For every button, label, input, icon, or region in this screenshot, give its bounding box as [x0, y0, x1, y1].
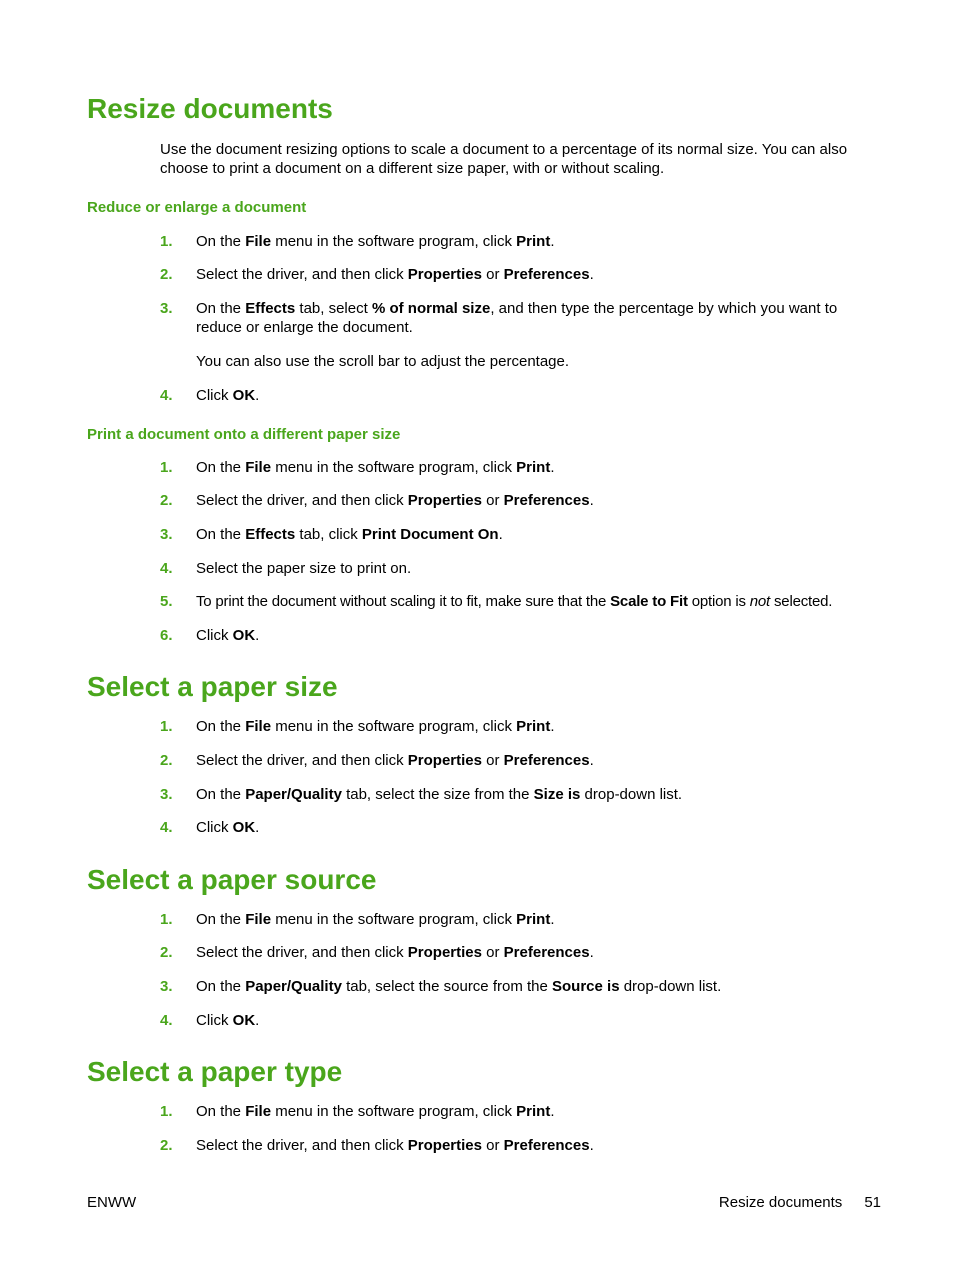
- step-text: Select the paper size to print on.: [196, 560, 412, 577]
- step-number: 2.: [160, 944, 173, 961]
- step-text: On the File menu in the software program, click Print.: [196, 911, 555, 928]
- step-number: 4.: [160, 387, 173, 404]
- page-number: 51: [864, 1194, 881, 1211]
- subheading-different-paper-size: Print a document onto a different paper size: [87, 426, 401, 443]
- step-text: Select the driver, and then click Properties or Preferences.: [196, 266, 594, 283]
- step-number: 2.: [160, 266, 173, 283]
- step-number: 3.: [160, 786, 173, 803]
- step-number: 5.: [160, 593, 173, 610]
- step-text: Select the driver, and then click Properties or Preferences.: [196, 752, 594, 769]
- heading-resize-documents: Resize documents: [87, 93, 333, 124]
- step-text: On the Effects tab, select % of normal size, and then type the percentage by which you want to reduce or enlarge the document.: [196, 300, 838, 336]
- step-text: Click OK.: [196, 387, 260, 404]
- heading-select-paper-size: Select a paper size: [87, 671, 338, 702]
- footer-section-title: Resize documents: [718, 1194, 843, 1211]
- footer-right: [719, 1193, 881, 1212]
- step-number: 3.: [160, 300, 173, 317]
- step-text: Click OK.: [196, 1012, 260, 1029]
- step-text: On the File menu in the software program, click Print.: [196, 1103, 555, 1120]
- step-number: 1.: [160, 459, 173, 476]
- step-text: Select the driver, and then click Properties or Preferences.: [196, 944, 594, 961]
- step-number: 1.: [160, 233, 173, 250]
- step-text: On the Effects tab, click Print Document On.: [196, 526, 503, 543]
- step-text: On the File menu in the software program, click Print.: [196, 233, 555, 250]
- heading-select-paper-source: Select a paper source: [87, 864, 377, 895]
- step-number: 4.: [160, 1012, 173, 1029]
- step-text: Click OK.: [196, 819, 260, 836]
- step-text: Select the driver, and then click Properties or Preferences.: [196, 1137, 594, 1154]
- intro-paragraph: Use the document resizing options to scale a document to a percentage of its normal size. You can also choose to print a document on a different size paper, with or without scaling.: [160, 141, 848, 177]
- step-number: 3.: [160, 526, 173, 543]
- step-text: On the Paper/Quality tab, select the size from the Size is drop-down list.: [196, 786, 683, 803]
- step-number: 2.: [160, 492, 173, 509]
- step-number: 1.: [160, 911, 173, 928]
- step-number: 2.: [160, 752, 173, 769]
- step-number: 1.: [160, 718, 173, 735]
- subheading-reduce-enlarge: Reduce or enlarge a document: [87, 199, 307, 216]
- step-text: On the Paper/Quality tab, select the source from the Source is drop-down list.: [196, 978, 722, 995]
- step-text: To print the document without scaling it to fit, make sure that the Scale to Fit option is not selected.: [196, 593, 833, 610]
- heading-select-paper-type: Select a paper type: [87, 1056, 343, 1087]
- step-number: 4.: [160, 560, 173, 577]
- step-text: On the File menu in the software program, click Print.: [196, 718, 555, 735]
- step-text: On the File menu in the software program, click Print.: [196, 459, 555, 476]
- step-number: 4.: [160, 819, 173, 836]
- step-number: 1.: [160, 1103, 173, 1120]
- footer-left-label: ENWW: [87, 1194, 137, 1211]
- step-number: 3.: [160, 978, 173, 995]
- step-number: 6.: [160, 627, 173, 644]
- step-text: Click OK.: [196, 627, 260, 644]
- step-note: You can also use the scroll bar to adjust the percentage.: [196, 353, 570, 370]
- step-number: 2.: [160, 1137, 173, 1154]
- step-text: Select the driver, and then click Properties or Preferences.: [196, 492, 594, 509]
